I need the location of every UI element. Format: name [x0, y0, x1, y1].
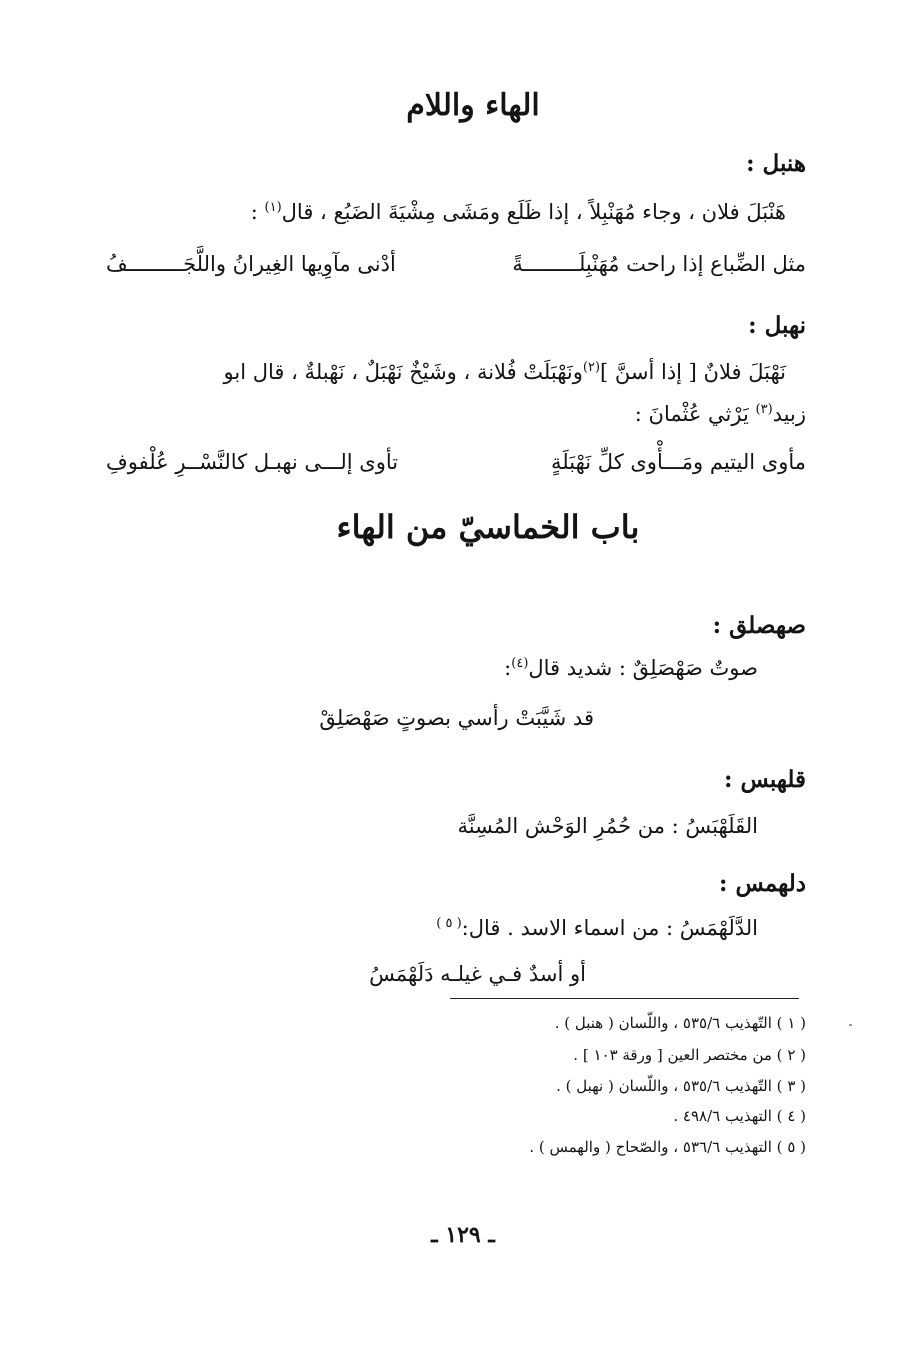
entry-text-cont: ونَهْبَلَتْ فُلانة ، وشَيْخٌ نَهْبَلٌ ، نَهْبلةٌ ، قال ابو	[223, 360, 583, 384]
entry-heading-sahsalaq: صهصلق :	[712, 612, 806, 639]
entry-text-end: :	[504, 656, 512, 680]
entry-heading-qalhabas: قلهبس :	[724, 766, 806, 793]
footnote-5: ( ٥ ) التهذيب ٥٣٦/٦ ، والصّحاح ( والهمس ) .	[529, 1138, 806, 1156]
footnote-1: ( ١ ) التّهذيب ٥٣٥/٦ ، واللّسان ( هنبل ) .	[554, 1014, 806, 1032]
verse-second-hemistich: أدْنى مآوِيها الغِيرانُ واللَّجَـــــــــفُ	[106, 252, 396, 276]
footnote-divider	[450, 998, 799, 999]
entry-text-sahsalaq	[504, 656, 758, 680]
section-title: باب الخماسيّ من الهاء	[336, 508, 640, 546]
footnote-ref-5: ( ٥ )	[436, 916, 462, 931]
footnote-ref-1: (١)	[264, 200, 282, 215]
entry-text-cont: يَرْثي عُثْمانَ :	[634, 402, 756, 426]
footnote-ref-2: (٢)	[582, 360, 601, 375]
footnote-2: ( ٢ ) من مختصر العين [ ورقة ١٠٣ ] .	[573, 1046, 806, 1064]
entry-text-qalhabas: القَلَهْبَسُ : من حُمُرِ الوَحْش المُسِنَّة	[457, 814, 758, 838]
entry-text: زبيد	[772, 402, 806, 426]
entry-heading-nahbal: نهبل :	[748, 312, 806, 339]
entry-text-end: :	[250, 200, 265, 224]
entry-heading-dalhamas: دلهمس :	[719, 870, 806, 897]
entry-text-dalhamas	[436, 916, 758, 940]
entry-text: هَنْبَلَ فلان ، وجاء مُهَنْبِلاً ، إذا ظَلَع ومَشَى مِشْيَةَ الضَبُع ، قال	[281, 200, 786, 224]
footnote-ref-4: (٤)	[511, 656, 529, 671]
scan-speck	[849, 1024, 852, 1026]
verse-hanbal	[106, 252, 806, 276]
verse-nahbal	[106, 450, 806, 474]
page-title: الهاء واللام	[406, 88, 540, 123]
verse-first-hemistich: مثل الضِّباع إذا راحت مُهَنْبِلَـــــــــةً	[512, 252, 806, 276]
verse-dalhamas: أو أسدٌ فـي غيلـه دَلَهْمَسُ	[369, 962, 586, 986]
verse-first-hemistich: مأوى اليتيم ومَـــأْوى كلِّ نَهْبَلَةٍ	[551, 450, 806, 474]
entry-text: صوتٌ صَهْصَلِقٌ : شديد قال	[528, 656, 758, 680]
entry-heading-hanbal: هنبل :	[746, 150, 806, 177]
entry-text: الدَّلَهْمَسُ : من اسماء الاسد . قال:	[461, 916, 758, 940]
footnote-3: ( ٣ ) التّهذيب ٥٣٥/٦ ، واللّسان ( نهبل ) .	[556, 1077, 806, 1095]
verse-sahsalaq: قد شَيَّبَتْ رأسي بصوتٍ صَهْصَلِقْ	[319, 706, 594, 730]
footnote-4: ( ٤ ) التهذيب ٤٩٨/٦ .	[673, 1107, 806, 1125]
entry-text-hanbal	[251, 200, 786, 224]
entry-text-nahbal	[224, 360, 786, 384]
page-number: ـ ١٢٩ ـ	[431, 1222, 495, 1248]
verse-second-hemistich: تأوى إلـــى نهبـل كالنَّسْــرِ عُلْفوفِ	[106, 450, 399, 474]
entry-text: نَهْبَلَ فلانٌ [ إذا أسنَّ ]	[600, 360, 786, 384]
footnote-ref-3: (٣)	[755, 402, 773, 417]
entry-text-nahbal-2	[635, 402, 806, 426]
